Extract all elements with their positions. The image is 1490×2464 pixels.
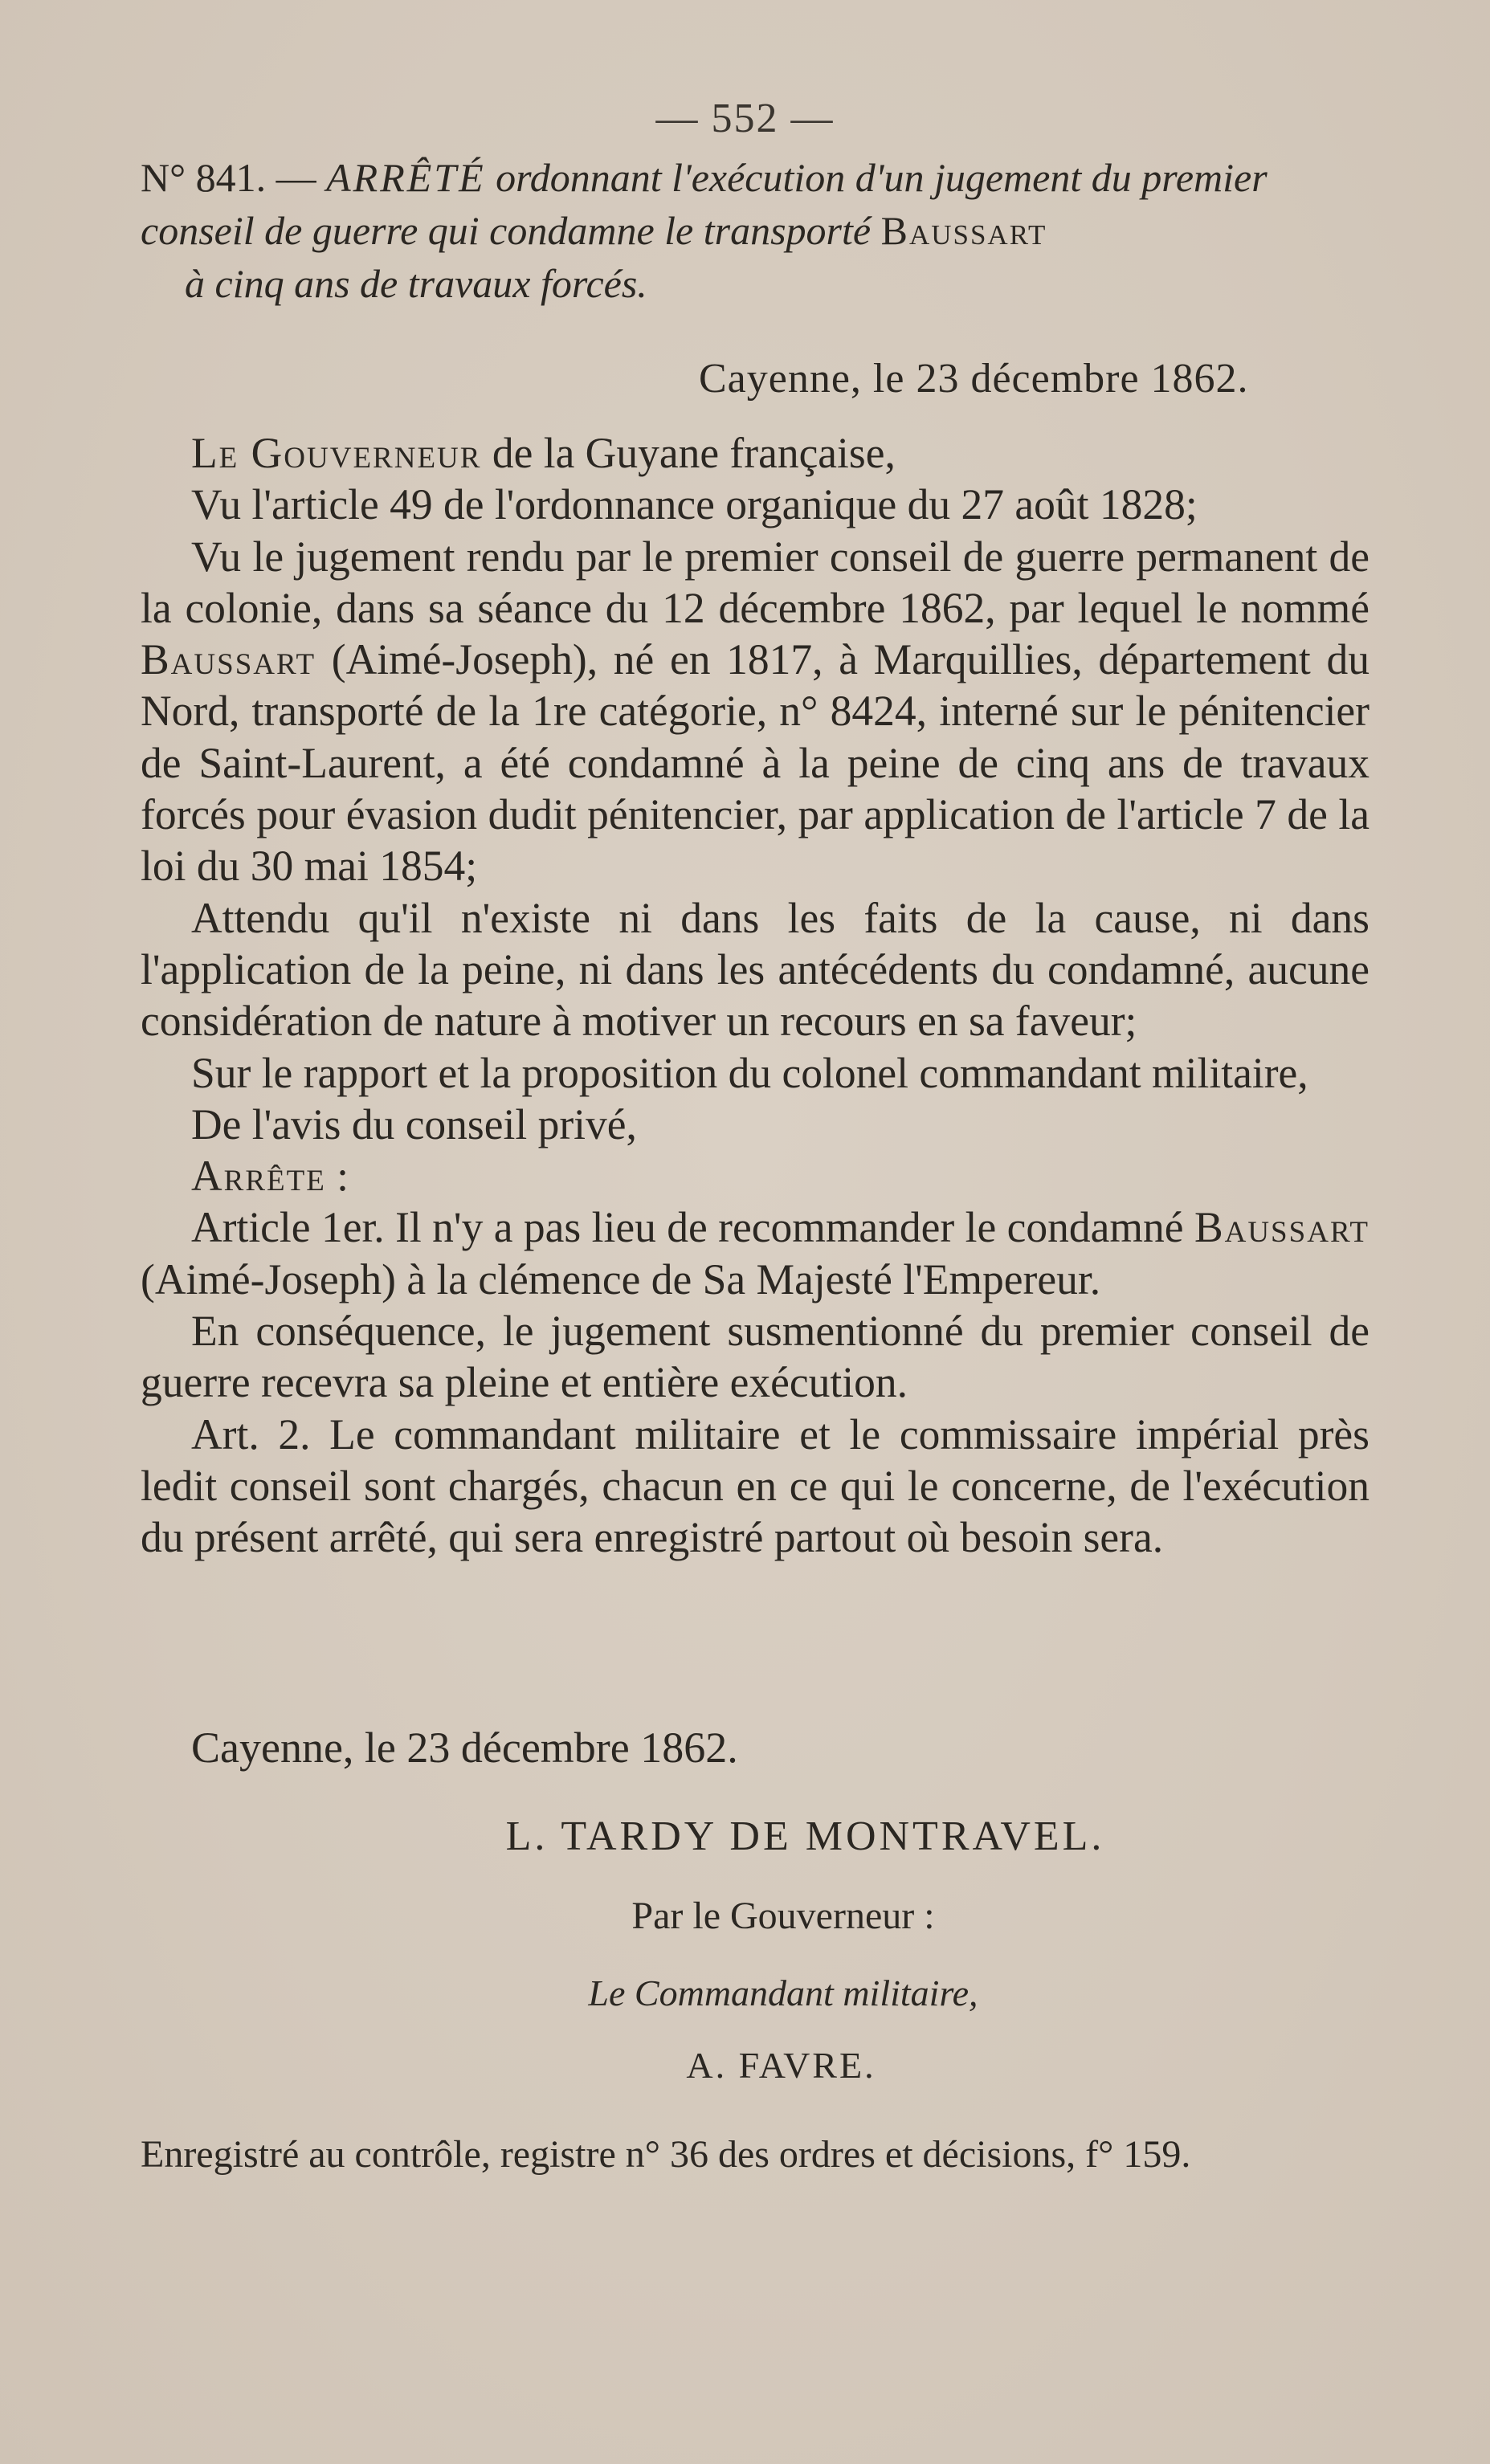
paragraph-arrete: [141, 1150, 1370, 1201]
paragraph-consequence: En conséquence, le jugement susmentionné du premier conseil de guerre recevra sa pleine et entière exécution.: [141, 1307, 1370, 1407]
signatory-name: L. TARDY DE MONTRAVEL.: [505, 1813, 1105, 1859]
paragraph-article-49: Vu l'article 49 de l'ordonnance organique du 27 août 1828;: [191, 480, 1198, 529]
heading-dash: —: [266, 155, 327, 200]
paragraph-article-2: Art. 2. Le commandant militaire et le commissaire impérial près ledit conseil sont chargés, chacun en ce qui le concerne, de l'exécution du présent arrêté, qui sera enregistré partout où besoin sera.: [141, 1409, 1370, 1562]
heading-text-2: à cinq ans de travaux forcés.: [185, 261, 647, 306]
page-number: — 552 —: [655, 96, 835, 141]
paragraph-article-1: [141, 1201, 1370, 1305]
heading-text-1: ordonnant l'exécution d'un jugement du premier conseil de guerre qui condamne le transporté: [141, 155, 1268, 253]
heading-name: Baussart: [880, 208, 1047, 253]
paragraph-attendu: Attendu qu'il n'existe ni dans les faits de la cause, ni dans l'application de la peine, ni dans les antécédents du condamné, aucune considération de nature à motiver un recours en sa faveur;: [141, 893, 1370, 1046]
place-date: Cayenne, le 23 décembre 1862.: [699, 356, 1249, 402]
article-1-text-1: Article 1er. Il n'y a pas lieu de recommander le condamné: [191, 1203, 1194, 1252]
governor-title: Le Gouverneur: [191, 429, 482, 477]
paragraph-rapport: Sur le rapport et la proposition du colonel commandant militaire,: [191, 1048, 1308, 1097]
signature-date: Cayenne, le 23 décembre 1862.: [191, 1724, 738, 1772]
judgment-text-2: (Aimé-Joseph), né en 1817, à Marquillies, département du Nord, transporté de la 1re catégorie, n° 8424, interné sur le pénitencier de Saint-Laurent, a été condamné à la peine de cinq ans de travaux forcés pour évasion dudit pénitencier, par application de l'article 7 de la loi du 30 mai 1854;: [141, 635, 1370, 891]
article-1-text-2: (Aimé-Joseph) à la clémence de Sa Majesté l'Empereur.: [141, 1254, 1101, 1303]
arrete-word: Arrête: [191, 1152, 326, 1201]
decree-heading: [141, 151, 1370, 310]
decree-number: N° 841.: [141, 155, 267, 200]
governor-text: de la Guyane française,: [481, 429, 896, 477]
favre-signature: A. FAVRE.: [686, 2045, 876, 2086]
decree-title: ARRÊTÉ: [326, 155, 486, 200]
paragraph-judgment: [141, 531, 1370, 892]
article-1-name: Baussart: [1194, 1203, 1370, 1252]
paragraph-governor: [141, 427, 1370, 479]
paragraph-avis: De l'avis du conseil privé,: [191, 1099, 637, 1148]
par-le-gouverneur: Par le Gouverneur :: [631, 1895, 935, 1937]
decree-body: [141, 427, 1370, 1564]
arrete-colon: :: [325, 1152, 349, 1201]
judgment-name: Baussart: [141, 635, 316, 684]
registration-note: Enregistré au contrôle, registre n° 36 des ordres et décisions, f° 159.: [141, 2133, 1191, 2176]
judgment-text-1: Vu le jugement rendu par le premier conseil de guerre permanent de la colonie, dans sa séance du 12 décembre 1862, par lequel le nommé: [141, 532, 1370, 632]
commandant-militaire: Le Commandant militaire,: [588, 1972, 978, 2013]
